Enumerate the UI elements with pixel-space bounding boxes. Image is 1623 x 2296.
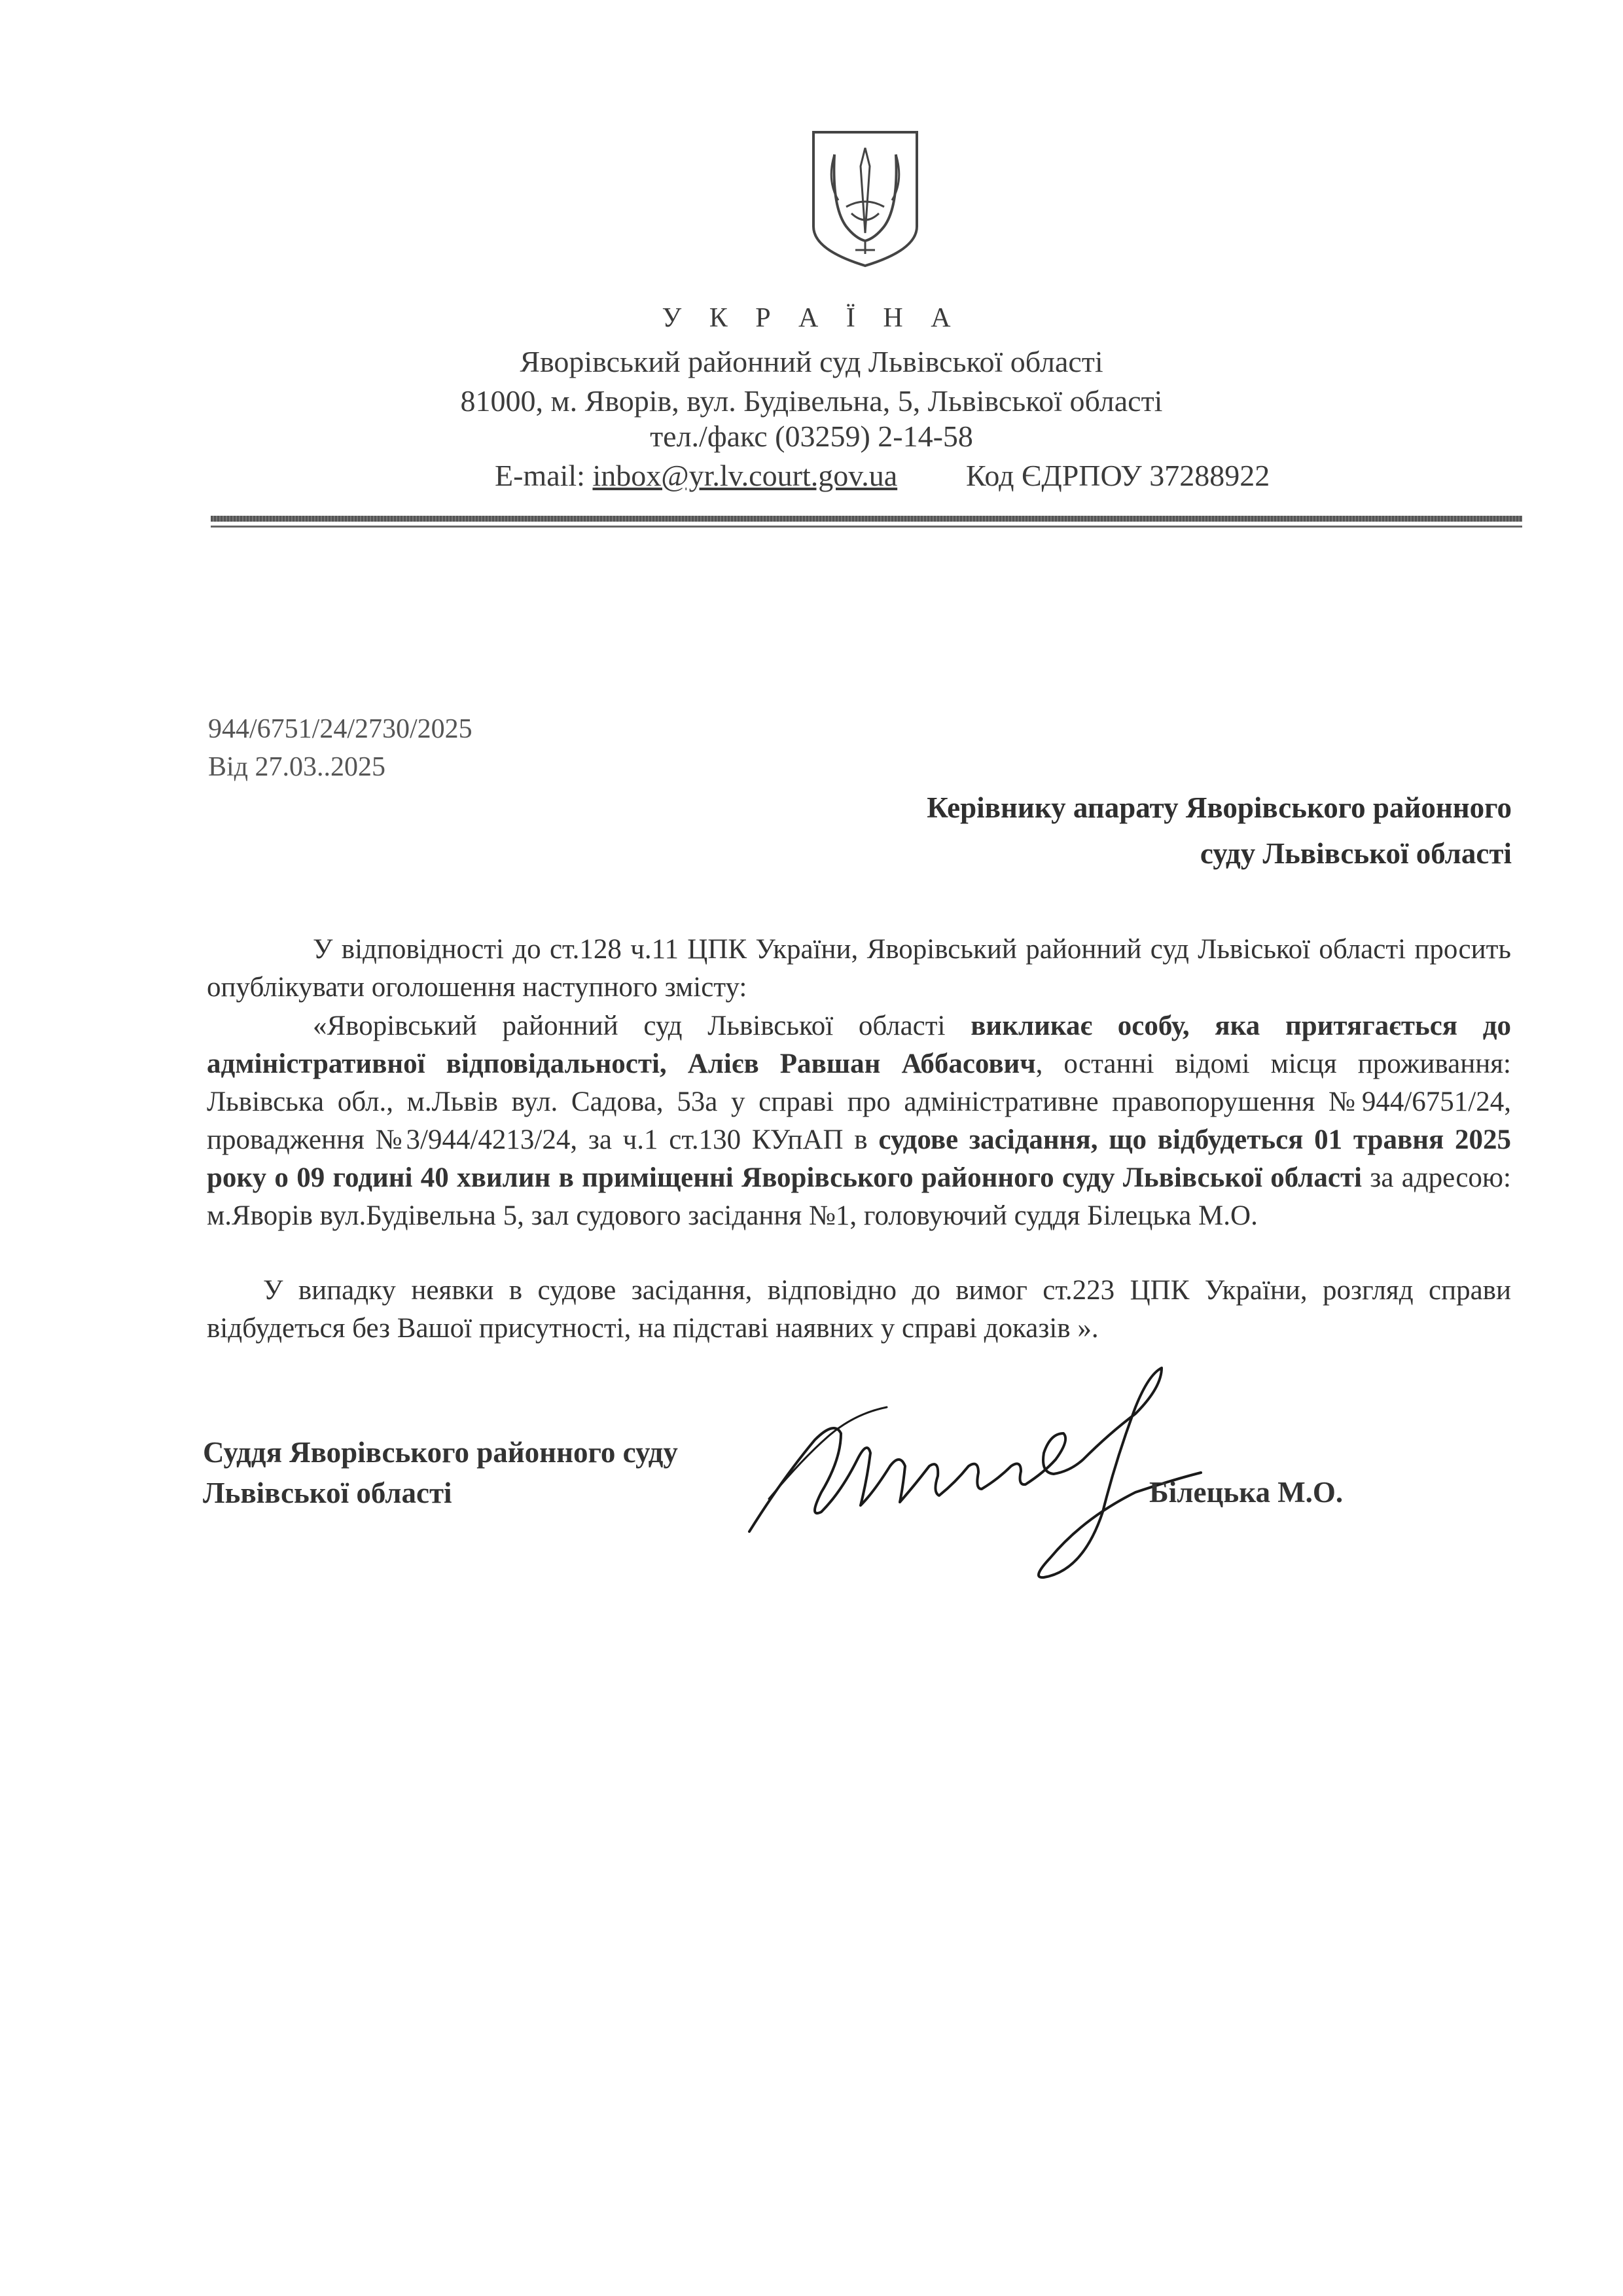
judge-name: Білецька М.О. (1149, 1476, 1344, 1509)
court-phone: тел./факс (03259) 2-14-58 (650, 420, 973, 453)
body-paragraph-1 (207, 931, 1511, 1007)
announcement-part-c: , останні відомі місця проживання: Львівська обл., м.Львів вул. Садова, 53а у справі про адміністративне правопорушення №944/6751/24, провадження №3/944/4213/24, за ч.1 ст.130 КУпАП в (207, 1049, 1511, 1155)
email-link[interactable]: inbox@yr.lv.court.gov.ua (592, 459, 898, 492)
paragraph-text: У випадку неявки в судове засідання, відповідно до вимог ст.223 ЦПК України, розгляд справи відбудеться без Вашої присутності, на підставі наявних у справі доказів ». (207, 1275, 1511, 1344)
email-label: E-mail: (495, 459, 593, 492)
country-name: У К Р А Ї Н А (662, 303, 961, 333)
paragraph-text: У відповідності до ст.128 ч.11 ЦПК України, Яворівський районний суд Львіської області просить опублікувати оголошення наступного змісту: (207, 934, 1511, 1003)
court-name: Яворівський районний суд Львівської області (520, 345, 1103, 378)
header-divider-thin (211, 526, 1522, 528)
summoned-person: викликає особу, яка притягається до адміністративної відповідальності, Алієв Равшан Аббасович (207, 1011, 1511, 1079)
body-paragraph-3 (207, 1272, 1511, 1348)
header-divider (211, 516, 1522, 522)
reference-number: 944/6751/24/2730/2025 (208, 714, 473, 744)
addressee-line-1: Керівнику апарату Яворівського районного (927, 791, 1512, 824)
body-paragraph-2 (207, 1007, 1511, 1235)
handwritten-signature-icon (743, 1361, 1214, 1584)
tryzub-emblem-icon (808, 128, 922, 270)
email-line (495, 458, 897, 493)
announcement-part-e: за адресою: м.Яворів вул.Будівельна 5, зал судового засідання №1, головуючий суддя Білецька М.О. (207, 1162, 1511, 1231)
reference-date: Від 27.03..2025 (208, 752, 386, 782)
judge-title (203, 1432, 678, 1513)
addressee-line-2: суду Львівської області (1200, 837, 1512, 870)
hearing-details: судове засідання, що відбудеться 01 травня 2025 року о 09 годині 40 хвилин в приміщенні Яворівського районного суду Львівської області (207, 1124, 1511, 1193)
judge-title-line-1: Суддя Яворівського районного суду (203, 1436, 678, 1469)
announcement-text (207, 1007, 1511, 1235)
edrpou-code: Код ЄДРПОУ 37288922 (966, 459, 1270, 492)
judge-title-line-2: Львівської області (203, 1477, 452, 1509)
court-address: 81000, м. Яворів, вул. Будівельна, 5, Львівської області (460, 384, 1163, 418)
announcement-part-a: «Яворівський районний суд Львівської області (313, 1011, 971, 1041)
